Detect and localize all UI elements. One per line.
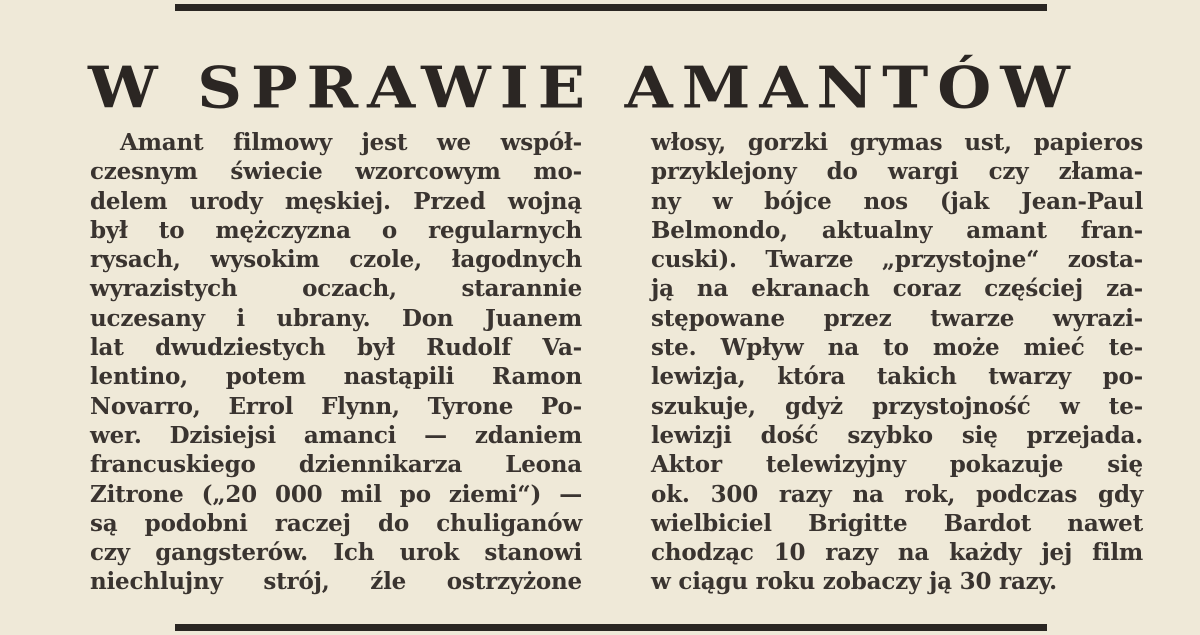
left-line-10: Novarro, Errol Flynn, Tyrone Po- bbox=[90, 392, 582, 420]
right-line-12: Aktor telewizyjny pokazuje się bbox=[651, 451, 1143, 479]
right-line-9: lewizja, która takich twarzy po- bbox=[651, 363, 1143, 391]
left-column bbox=[90, 128, 582, 597]
right-line-4: Belmondo, aktualny amant fran- bbox=[651, 216, 1143, 244]
right-line-13: ok. 300 razy na rok, podczas gdy bbox=[651, 480, 1143, 508]
right-line-3: ny w bójce nos (jak Jean-Paul bbox=[651, 187, 1143, 215]
left-line-11: wer. Dzisiejsi amanci — zdaniem bbox=[90, 421, 582, 449]
left-line-2: czesnym świecie wzorcowym mo- bbox=[90, 158, 582, 186]
left-line-7: uczesany i ubrany. Don Juanem bbox=[90, 304, 582, 332]
left-line-16: niechlujny strój, źle ostrzyżone bbox=[90, 568, 582, 596]
right-line-14: wielbiciel Brigitte Bardot nawet bbox=[651, 509, 1143, 537]
right-line-6: ją na ekranach coraz częściej za- bbox=[651, 275, 1143, 303]
left-line-1: Amant filmowy jest we współ- bbox=[120, 129, 582, 156]
left-line-4: był to mężczyzna o regularnych bbox=[90, 216, 582, 244]
left-line-12: francuskiego dziennikarza Leona bbox=[90, 451, 582, 479]
left-line-14: są podobni raczej do chuliganów bbox=[90, 509, 582, 537]
right-line-11: lewizji dość szybko się przejada. bbox=[651, 421, 1143, 449]
left-line-3: delem urody męskiej. Przed wojną bbox=[90, 187, 582, 215]
article-headline: W SPRAWIE AMANTÓW bbox=[88, 54, 1079, 122]
top-rule bbox=[175, 4, 1047, 11]
right-line-16: w ciągu roku zobaczy ją 30 razy. bbox=[651, 568, 1057, 596]
right-line-2: przyklejony do wargi czy złama- bbox=[651, 158, 1143, 186]
right-line-5: cuski). Twarze „przystojne“ zosta- bbox=[651, 246, 1143, 274]
left-line-13: Zitrone („20 000 mil po ziemi“) — bbox=[90, 480, 582, 508]
left-line-9: lentino, potem nastąpili Ramon bbox=[90, 363, 582, 391]
right-line-15: chodząc 10 razy na każdy jej film bbox=[651, 539, 1143, 567]
left-line-15: czy gangsterów. Ich urok stanowi bbox=[90, 539, 582, 567]
right-line-1: włosy, gorzki grymas ust, papieros bbox=[651, 129, 1143, 156]
right-column bbox=[651, 128, 1143, 597]
left-line-8: lat dwudziestych był Rudolf Va- bbox=[90, 334, 582, 362]
right-line-8: ste. Wpływ na to może mieć te- bbox=[651, 334, 1143, 362]
left-line-6: wyrazistych oczach, starannie bbox=[90, 275, 582, 303]
left-line-5: rysach, wysokim czole, łagodnych bbox=[90, 246, 582, 274]
right-line-7: stępowane przez twarze wyrazi- bbox=[651, 304, 1143, 332]
bottom-rule bbox=[175, 624, 1047, 631]
right-line-10: szukuje, gdyż przystojność w te- bbox=[651, 392, 1143, 420]
